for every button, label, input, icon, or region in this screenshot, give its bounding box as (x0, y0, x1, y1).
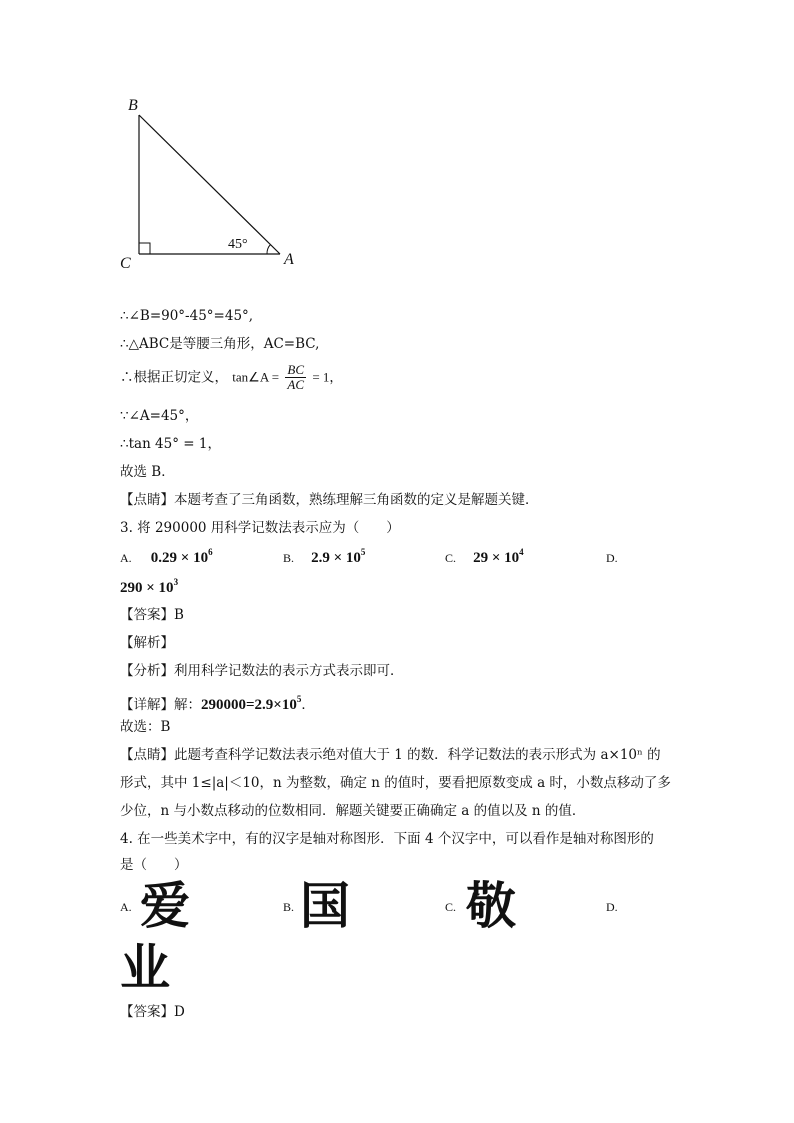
angle-label: 45° (228, 237, 248, 252)
q4-option-c-label: C. (445, 900, 457, 914)
solution-line-3 (120, 363, 342, 392)
q3-fenxi (120, 662, 404, 680)
q3-comment-label: 【点睛】 (120, 747, 174, 763)
q3-option-a-value (150, 547, 213, 566)
q3-fenxi-text: 利用科学记数法的表示方式表示即可． (174, 663, 404, 679)
q3-comment-line-3: 少位，n 与小数点移动的位数相同．解题关键要正确确定 a 的值以及 n 的值． (120, 803, 586, 819)
q3-option-b-label: B. (283, 551, 295, 565)
fraction-bc-ac (285, 363, 306, 392)
solution-line-3-suffix: = 1， (312, 369, 343, 385)
q3-option-b-value (311, 547, 366, 566)
q4-option-b-char: 国 (300, 877, 350, 935)
q3-detail-label: 【详解】 (120, 697, 174, 713)
q4-option-d-label: D. (606, 900, 618, 914)
q3-option-d-label: D. (606, 551, 618, 565)
tan-expression: tan∠A = (232, 369, 280, 385)
q3-comment-line-1 (120, 746, 661, 764)
q3-option-d-label-wrap (606, 547, 618, 566)
q3-option-c-exp: 4 (519, 547, 524, 557)
vertex-b-label: B (128, 97, 138, 114)
q3-detail-base: 290000=2.9×10 (201, 697, 297, 713)
q3-comment-line-2: 形式，其中 1≤|a|＜10，n 为整数，确定 n 的值时，要看把原数变成 a 时，小数点移动了多 (120, 775, 671, 791)
triangle-figure (110, 90, 310, 275)
vertex-a-label: A (284, 251, 294, 268)
fraction-denominator: AC (287, 377, 305, 392)
q4-option-a-char: 爱 (140, 877, 190, 935)
q3-option-c-label: C. (445, 551, 457, 565)
comment-text: 本题考查了三角函数，熟练理解三角函数的定义是解题关键． (174, 492, 539, 508)
q3-option-c (445, 547, 524, 567)
right-angle-mark (139, 243, 150, 254)
solution-line-4: ∵∠A=45°， (120, 408, 199, 424)
q3-option-a-base: 0.29 × 10 (150, 550, 209, 566)
q4-answer (120, 1003, 185, 1021)
q4-answer-label: 【答案】 (120, 1004, 174, 1020)
q3-option-a-label: A. (120, 551, 132, 565)
q4-option-c-char: 敬 (466, 877, 516, 935)
q3-option-b (283, 547, 365, 567)
q3-detail-exp: 5 (296, 694, 302, 704)
vertex-c-label: C (120, 255, 131, 272)
q4-option-a-label: A. (120, 900, 132, 914)
q3-comment-text-1: 此题考查科学记数法表示绝对值大于 1 的数．科学记数法的表示形式为 a×10ⁿ 的 (174, 747, 661, 763)
q3-stem: 3. 将 290000 用科学记数法表示应为（ ） (120, 520, 400, 536)
solution-line-5: ∴tan 45° = 1， (120, 436, 221, 452)
fraction-numerator: BC (287, 362, 305, 377)
q3-detail-math (201, 694, 302, 713)
solution-line-1: ∴∠B=90°-45°=45°, (120, 308, 254, 324)
solution-comment (120, 491, 539, 509)
solution-line-3-prefix: ∴根据正切定义， (120, 369, 228, 386)
q3-detail (120, 690, 315, 714)
q4-option-d-char: 业 (120, 939, 170, 997)
q3-fenxi-label: 【分析】 (120, 663, 174, 679)
side-ab (139, 115, 280, 254)
q3-answer (120, 606, 184, 624)
q4-stem-line-1: 4. 在一些美术字中，有的汉字是轴对称图形．下面 4 个汉字中，可以看作是轴对称图形的 (120, 831, 654, 847)
comment-label: 【点睛】 (120, 492, 174, 508)
q4-answer-value: D (174, 1004, 185, 1020)
q3-answer-value: B (174, 607, 184, 623)
solution-line-2: ∴△ABC是等腰三角形，AC=BC, (120, 336, 320, 352)
q3-option-d-exp: 3 (173, 577, 179, 587)
q4-stem-line-2: 是（ ） (120, 857, 188, 873)
q3-analysis-label: 【解析】 (120, 635, 174, 651)
q3-option-d-base: 290 × 10 (120, 580, 174, 596)
q3-choose: 故选：B (120, 719, 171, 735)
q3-option-a-exp: 6 (208, 547, 213, 557)
q3-detail-prefix: 解： (174, 697, 201, 713)
q3-option-c-base: 29 × 10 (473, 550, 520, 566)
q3-option-b-exp: 5 (360, 547, 366, 557)
q3-option-b-base: 2.9 × 10 (311, 550, 361, 566)
q3-option-a (120, 547, 213, 567)
q3-detail-suffix: ． (301, 697, 315, 713)
q3-option-d-value (120, 577, 178, 597)
q4-option-b-label: B. (283, 900, 295, 914)
solution-line-6: 故选 B． (120, 464, 175, 480)
angle-arc (267, 245, 271, 255)
q3-answer-label: 【答案】 (120, 607, 174, 623)
q3-option-c-value (473, 547, 524, 566)
